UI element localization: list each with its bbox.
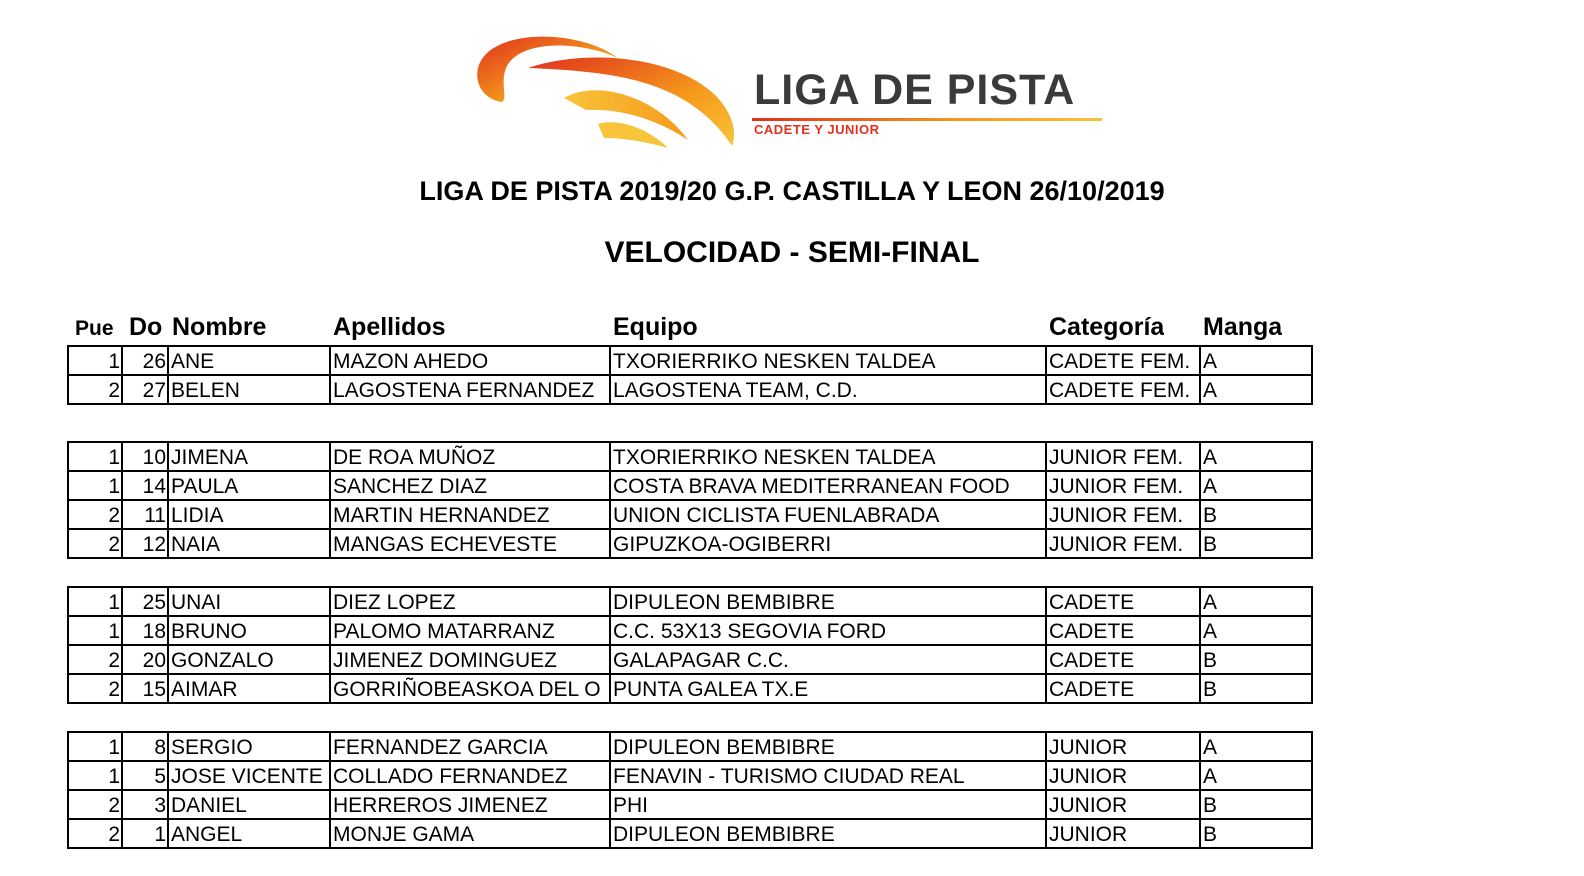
cell-dorsal: 25 [121, 588, 169, 615]
column-header-pos: Pue [75, 317, 114, 340]
cell-manga: A [1199, 733, 1313, 760]
logo-title: LIGA DE PISTA [754, 66, 1076, 114]
cell-equipo: COSTA BRAVA MEDITERRANEAN FOOD [609, 472, 1047, 499]
cell-apellidos: MONJE GAMA [329, 820, 611, 847]
column-header-equipo: Equipo [613, 313, 698, 341]
cell-manga: B [1199, 530, 1313, 557]
cell-manga: B [1199, 820, 1313, 847]
cell-categoria: JUNIOR [1045, 820, 1201, 847]
cell-nombre: JIMENA [167, 443, 331, 470]
table-row [67, 472, 1313, 501]
cell-apellidos: COLLADO FERNANDEZ [329, 762, 611, 789]
cell-manga: A [1199, 762, 1313, 789]
column-header-categoria: Categoría [1049, 313, 1165, 341]
cell-equipo: DIPULEON BEMBIBRE [609, 733, 1047, 760]
table-row [67, 347, 1313, 376]
cell-equipo: PUNTA GALEA TX.E [609, 675, 1047, 702]
cell-manga: A [1199, 376, 1313, 403]
cell-nombre: JOSE VICENTE [167, 762, 331, 789]
cell-pos: 2 [67, 791, 123, 818]
column-headers [0, 313, 1584, 349]
cell-categoria: CADETE [1045, 675, 1201, 702]
cell-apellidos: SANCHEZ DIAZ [329, 472, 611, 499]
cell-manga: A [1199, 472, 1313, 499]
cell-manga: B [1199, 646, 1313, 673]
cell-pos: 1 [67, 347, 123, 374]
cell-dorsal: 5 [121, 762, 169, 789]
cell-dorsal: 8 [121, 733, 169, 760]
cell-categoria: CADETE [1045, 646, 1201, 673]
cell-manga: B [1199, 675, 1313, 702]
table-row [67, 791, 1313, 820]
cell-categoria: JUNIOR [1045, 791, 1201, 818]
cell-dorsal: 26 [121, 347, 169, 374]
column-header-apellidos: Apellidos [333, 313, 446, 341]
table-row [67, 530, 1313, 559]
cell-apellidos: DE ROA MUÑOZ [329, 443, 611, 470]
cell-pos: 1 [67, 733, 123, 760]
table-row [67, 820, 1313, 849]
table-row [67, 443, 1313, 472]
cell-apellidos: DIEZ LOPEZ [329, 588, 611, 615]
cell-categoria: JUNIOR FEM. [1045, 501, 1201, 528]
liga-de-pista-logo [468, 28, 1118, 158]
results-group [67, 441, 1313, 559]
results-group [67, 731, 1313, 849]
cell-apellidos: JIMENEZ DOMINGUEZ [329, 646, 611, 673]
cell-manga: B [1199, 791, 1313, 818]
table-row [67, 646, 1313, 675]
cell-dorsal: 3 [121, 791, 169, 818]
page-title: LIGA DE PISTA 2019/20 G.P. CASTILLA Y LEON 26/10/2019 [419, 176, 1165, 206]
cell-nombre: SERGIO [167, 733, 331, 760]
cell-dorsal: 15 [121, 675, 169, 702]
cyclist-swoosh-icon [468, 28, 748, 158]
cell-categoria: JUNIOR FEM. [1045, 472, 1201, 499]
cell-manga: B [1199, 501, 1313, 528]
cell-pos: 2 [67, 675, 123, 702]
cell-equipo: PHI [609, 791, 1047, 818]
cell-manga: A [1199, 443, 1313, 470]
cell-equipo: TXORIERRIKO NESKEN TALDEA [609, 347, 1047, 374]
cell-nombre: LIDIA [167, 501, 331, 528]
cell-apellidos: GORRIÑOBEASKOA DEL O [329, 675, 611, 702]
cell-equipo: UNION CICLISTA FUENLABRADA [609, 501, 1047, 528]
cell-pos: 1 [67, 617, 123, 644]
table-row [67, 762, 1313, 791]
cell-categoria: JUNIOR [1045, 762, 1201, 789]
cell-nombre: BRUNO [167, 617, 331, 644]
cell-nombre: ANGEL [167, 820, 331, 847]
cell-manga: A [1199, 617, 1313, 644]
cell-categoria: CADETE FEM. [1045, 376, 1201, 403]
cell-dorsal: 12 [121, 530, 169, 557]
table-row [67, 376, 1313, 405]
cell-dorsal: 10 [121, 443, 169, 470]
results-group [67, 345, 1313, 405]
cell-nombre: NAIA [167, 530, 331, 557]
cell-equipo: FENAVIN - TURISMO CIUDAD REAL [609, 762, 1047, 789]
cell-nombre: AIMAR [167, 675, 331, 702]
logo-subtitle: CADETE Y JUNIOR [754, 122, 880, 137]
cell-equipo: C.C. 53X13 SEGOVIA FORD [609, 617, 1047, 644]
cell-categoria: JUNIOR [1045, 733, 1201, 760]
cell-dorsal: 20 [121, 646, 169, 673]
cell-pos: 2 [67, 501, 123, 528]
cell-equipo: TXORIERRIKO NESKEN TALDEA [609, 443, 1047, 470]
column-header-manga: Manga [1203, 313, 1283, 341]
table-row [67, 733, 1313, 762]
cell-apellidos: HERREROS JIMENEZ [329, 791, 611, 818]
cell-apellidos: PALOMO MATARRANZ [329, 617, 611, 644]
cell-apellidos: MARTIN HERNANDEZ [329, 501, 611, 528]
page-subtitle: VELOCIDAD - SEMI-FINAL [604, 236, 980, 269]
cell-equipo: GIPUZKOA-OGIBERRI [609, 530, 1047, 557]
cell-dorsal: 14 [121, 472, 169, 499]
cell-pos: 2 [67, 376, 123, 403]
cell-nombre: GONZALO [167, 646, 331, 673]
cell-categoria: CADETE FEM. [1045, 347, 1201, 374]
cell-apellidos: LAGOSTENA FERNANDEZ [329, 376, 611, 403]
results-group [67, 586, 1313, 704]
cell-pos: 2 [67, 820, 123, 847]
cell-categoria: CADETE [1045, 617, 1201, 644]
cell-categoria: CADETE [1045, 588, 1201, 615]
cell-pos: 1 [67, 588, 123, 615]
cell-apellidos: MAZON AHEDO [329, 347, 611, 374]
table-row [67, 617, 1313, 646]
cell-dorsal: 1 [121, 820, 169, 847]
cell-categoria: JUNIOR FEM. [1045, 530, 1201, 557]
cell-pos: 2 [67, 646, 123, 673]
table-row [67, 588, 1313, 617]
cell-equipo: DIPULEON BEMBIBRE [609, 820, 1047, 847]
cell-categoria: JUNIOR FEM. [1045, 443, 1201, 470]
cell-nombre: BELEN [167, 376, 331, 403]
cell-equipo: DIPULEON BEMBIBRE [609, 588, 1047, 615]
cell-pos: 2 [67, 530, 123, 557]
cell-manga: A [1199, 588, 1313, 615]
cell-nombre: UNAI [167, 588, 331, 615]
table-row [67, 675, 1313, 704]
cell-manga: A [1199, 347, 1313, 374]
cell-equipo: GALAPAGAR C.C. [609, 646, 1047, 673]
cell-nombre: ANE [167, 347, 331, 374]
cell-nombre: PAULA [167, 472, 331, 499]
cell-pos: 1 [67, 443, 123, 470]
cell-pos: 1 [67, 472, 123, 499]
cell-apellidos: MANGAS ECHEVESTE [329, 530, 611, 557]
cell-equipo: LAGOSTENA TEAM, C.D. [609, 376, 1047, 403]
cell-dorsal: 11 [121, 501, 169, 528]
cell-nombre: DANIEL [167, 791, 331, 818]
cell-pos: 1 [67, 762, 123, 789]
cell-dorsal: 27 [121, 376, 169, 403]
column-header-dorsal: Do [129, 313, 163, 341]
column-header-nombre: Nombre [172, 313, 267, 341]
cell-dorsal: 18 [121, 617, 169, 644]
table-row [67, 501, 1313, 530]
logo-underline [752, 118, 1102, 121]
cell-apellidos: FERNANDEZ GARCIA [329, 733, 611, 760]
